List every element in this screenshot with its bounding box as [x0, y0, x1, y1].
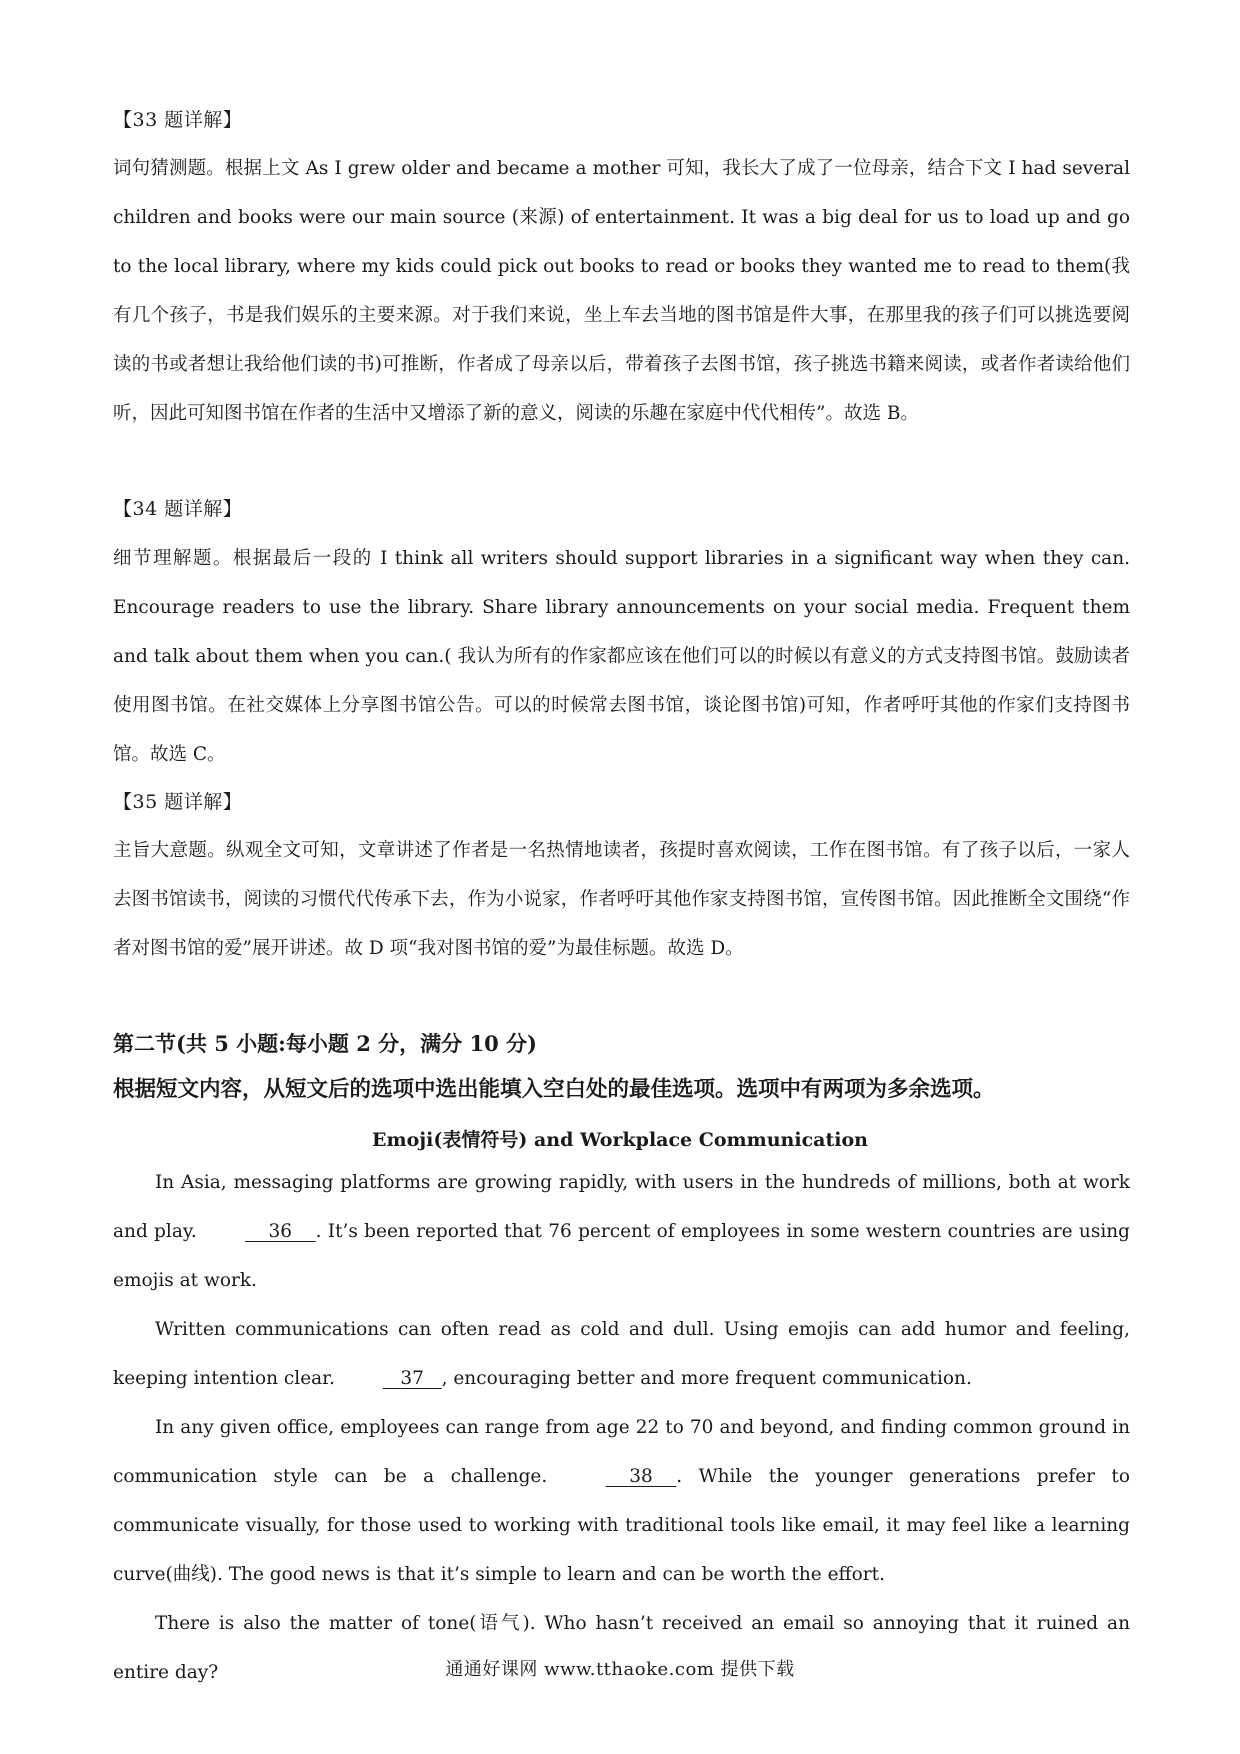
- passage-paragraph-2: [113, 1305, 1130, 1403]
- blank-37: 37: [382, 1368, 442, 1389]
- page-footer: 通通好课网 www.tthaoke.com 提供下载: [445, 1659, 795, 1680]
- q34-explanation: 细节理解题。根据最后一段的 I think all writers should support libraries in a significant way when they can. Encourage readers to use the library. Share library announcements on your social media. Frequent them and talk about them when you can.( 我认为所有的作家都应该在他们可以的时候以有意义的方式支持图书馆。鼓励读者使用图书馆。在社交媒体上分享图书馆公告。可以的时候常去图书馆，谈论图书馆)可知，作者呼吁其他的作家们支持图书馆。故选 C。: [113, 548, 1130, 765]
- paragraph-3-text-cont: . While the younger generations prefer to communicate visually, for those used to working with traditional tools like email, it may feel like a learning curve(曲线). The good news is that it’s simple to learn and can be worth the effort.: [113, 1466, 1130, 1585]
- section-instructions: 根据短文内容，从短文后的选项中选出能填入空白处的最佳选项。选项中有两项为多余选项。: [113, 1077, 995, 1102]
- paragraph-2-text: Written communications can often read as cold and dull. Using emojis can add humor and feeling, keeping intention clear.: [113, 1319, 1130, 1389]
- q33-explanation: 词句猜测题。根据上文 As I grew older and became a mother 可知，我长大了成了一位母亲，结合下文 I had several children and books were our main source (来源) of entertainment. It was a big deal for us to load up and go to the local library, where my kids could pick out books to read or books they wanted me to read to them(我有几个孩子，书是我们娱乐的主要来源。对于我们来说，坐上车去当地的图书馆是件大事，在那里我的孩子们可以挑选要阅读的书或者想让我给他们读的书)可推断，作者成了母亲以后，带着孩子去图书馆，孩子挑选书籍来阅读，或者作者读给他们听，因此可知图书馆在作者的生活中又增添了新的意义，阅读的乐趣在家庭中代代相传”。故选 B。: [113, 158, 1130, 424]
- section-heading: 第二节(共 5 小题:每小题 2 分，满分 10 分): [113, 1031, 537, 1056]
- passage-paragraph-3: [113, 1403, 1130, 1599]
- q35-explanation: 主旨大意题。纵观全文可知，文章讲述了作者是一名热情地读者，孩提时喜欢阅读，工作在图书馆。有了孩子以后，一家人去图书馆读书，阅读的习惯代代传承下去，作为小说家，作者呼吁其他作家支持图书馆，宣传图书馆。因此推断全文围绕“作者对图书馆的爱”展开讲述。故 D 项“我对图书馆的爱”为最佳标题。故选 D。: [113, 840, 1130, 959]
- passage-paragraph-4: There is also the matter of tone(语气). Who hasn’t received an email so annoying that it ruined an entire day?: [113, 1613, 1130, 1683]
- q35-heading: 【35 题详解】: [113, 791, 243, 813]
- passage-title: Emoji(表情符号) and Workplace Communication: [372, 1129, 868, 1151]
- paragraph-1-text-cont: . It’s been reported that 76 percent of employees in some western countries are using emojis at work.: [113, 1221, 1130, 1291]
- passage-body: [113, 1158, 1130, 1697]
- paragraph-1-text: In Asia, messaging platforms are growing rapidly, with users in the hundreds of millions, both at work and play.: [113, 1172, 1130, 1242]
- q34-heading: 【34 题详解】: [113, 498, 243, 520]
- blank-36: 36: [245, 1221, 316, 1242]
- passage-paragraph-1: [113, 1158, 1130, 1305]
- paragraph-3-text: In any given office, employees can range from age 22 to 70 and beyond, and finding common ground in communication style can be a challenge.: [113, 1417, 1130, 1487]
- paragraph-2-text-cont: , encouraging better and more frequent communication.: [441, 1368, 972, 1389]
- q33-heading: 【33 题详解】: [113, 109, 243, 131]
- blank-38: 38: [605, 1466, 677, 1487]
